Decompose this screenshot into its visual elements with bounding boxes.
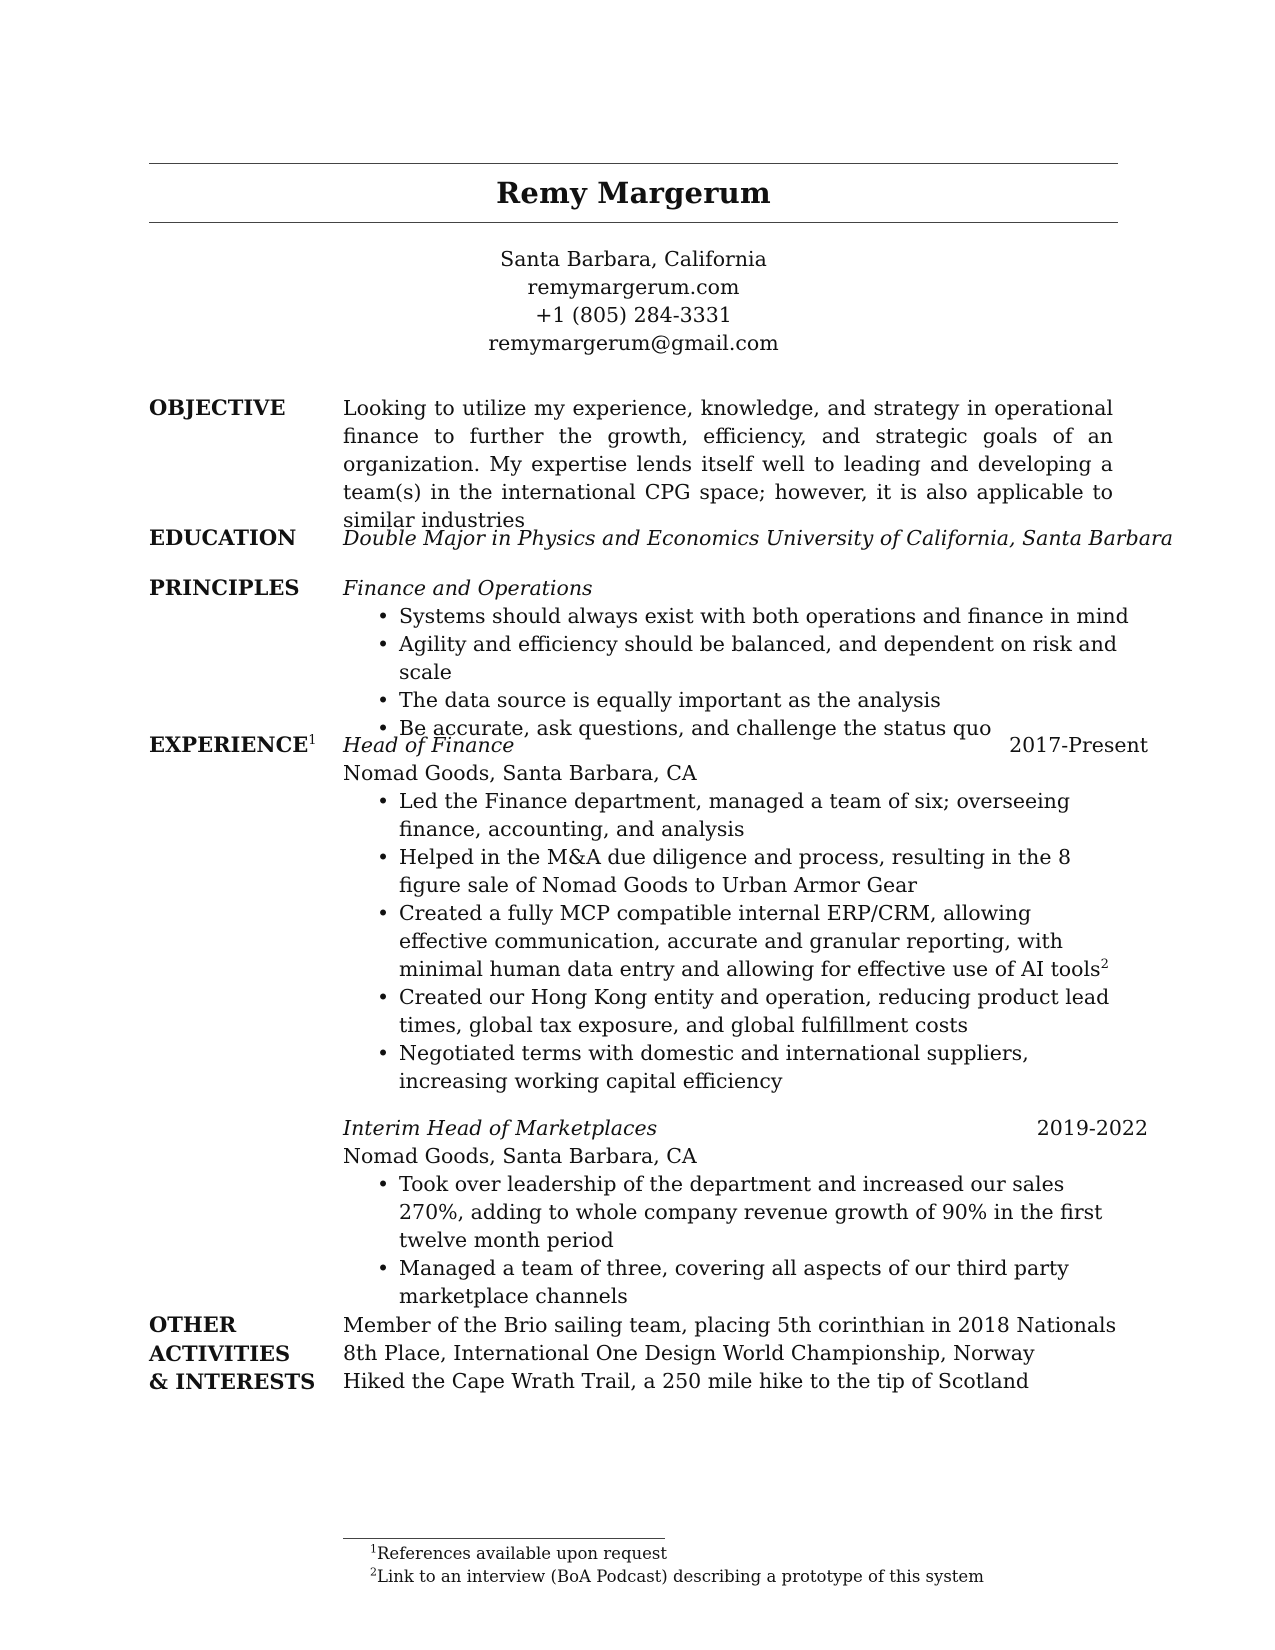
- job-bullets: [343, 1170, 1113, 1310]
- section-label-other: [149, 1311, 315, 1397]
- footnote: [370, 1565, 984, 1588]
- list-item: • The data source is equally important as the analysis: [343, 686, 1148, 714]
- list-item: • Helped in the M&A due diligence and process, resulting in the 8 figure sale of Nomad Goods to Urban Armor Gear: [343, 843, 1113, 899]
- footnote-mark: 2: [370, 1565, 377, 1579]
- resume-name: Remy Margerum: [496, 176, 771, 210]
- list-item: • Led the Finance department, managed a team of six; overseeing finance, accounting, and analysis: [343, 787, 1113, 843]
- job-title: Head of Finance: [343, 733, 515, 757]
- label-line: ACTIVITIES: [149, 1340, 291, 1366]
- list-item: • Systems should always exist with both operations and finance in mind: [343, 602, 1148, 630]
- label-line: & INTERESTS: [149, 1369, 316, 1394]
- footnote-marker: 1: [308, 733, 317, 748]
- header-top-rule: [149, 163, 1118, 164]
- list-item: Hiked the Cape Wrath Trail, a 250 mile hike to the tip of Scotland: [343, 1369, 1030, 1393]
- list-item: • Managed a team of three, covering all aspects of our third party marketplace channels: [343, 1254, 1113, 1310]
- objective-text: [343, 394, 1113, 534]
- job-header: [343, 1114, 1148, 1142]
- education-content: [343, 524, 1173, 552]
- contact-phone: +1 (805) 284-3331: [535, 303, 732, 327]
- principles-subtitle: Finance and Operations: [343, 576, 593, 600]
- list-item: [343, 899, 1113, 983]
- job-company: Nomad Goods, Santa Barbara, CA: [343, 1144, 697, 1168]
- job-title: Interim Head of Marketplaces: [343, 1116, 658, 1140]
- experience-content: [343, 731, 1148, 1310]
- list-item-text: Created a fully MCP compatible internal ERP/CRM, allowing effective communication, accurate and granular reporting, with minimal human data entry and allowing for effective use of AI tools: [399, 901, 1101, 981]
- list-item: • Took over leadership of the department and increased our sales 270%, adding to whole company revenue growth of 90% in the first twelve month period: [343, 1170, 1113, 1254]
- job-header: [343, 731, 1148, 759]
- job-company: Nomad Goods, Santa Barbara, CA: [343, 761, 697, 785]
- footnotes: [370, 1542, 984, 1588]
- job-dates: 2017-Present: [1009, 733, 1148, 757]
- list-item: • Created our Hong Kong entity and operation, reducing product lead times, global tax exposure, and global fulfillment costs: [343, 983, 1113, 1039]
- principles-content: [343, 574, 1148, 742]
- list-item: Member of the Brio sailing team, placing 5th corinthian in 2018 Nationals: [343, 1313, 1117, 1337]
- label-line: OTHER: [149, 1312, 237, 1337]
- education-text: Double Major in Physics and Economics University of California, Santa Barbara: [343, 526, 1173, 550]
- list-item: 8th Place, International One Design World Championship, Norway: [343, 1341, 1035, 1365]
- section-label-principles: PRINCIPLES: [149, 575, 300, 600]
- footnote-mark: 1: [370, 1542, 377, 1556]
- header-bottom-rule: [149, 222, 1118, 223]
- contact-block: [149, 245, 1118, 357]
- contact-email[interactable]: remymargerum@gmail.com: [488, 331, 779, 355]
- contact-website[interactable]: remymargerum.com: [527, 275, 740, 299]
- footnote: [370, 1542, 984, 1565]
- job-bullets: [343, 787, 1113, 1095]
- job-dates: 2019-2022: [1036, 1116, 1148, 1140]
- objective-paragraph: Looking to utilize my experience, knowledge, and strategy in operational finance to further the growth, efficiency, and strategic goals of an organization. My expertise lends itself well to leading and developing a team(s) in the international CPG space; however, it is also applicable to similar industries: [343, 396, 1113, 532]
- section-label-objective: OBJECTIVE: [149, 395, 286, 420]
- section-label-education: EDUCATION: [149, 525, 297, 550]
- other-content: [343, 1311, 1148, 1395]
- contact-location: Santa Barbara, California: [500, 247, 767, 271]
- section-label-experience: [149, 731, 317, 760]
- list-item: • Be accurate, ask questions, and challenge the status quo: [343, 714, 1148, 742]
- footnote-rule: [343, 1538, 665, 1539]
- list-item: • Negotiated terms with domestic and international suppliers, increasing working capital efficiency: [343, 1039, 1113, 1095]
- footnote-marker: 2: [1100, 957, 1109, 973]
- footnote-text: References available upon request: [377, 1544, 667, 1563]
- footnote-text: Link to an interview (BoA Podcast) describing a prototype of this system: [377, 1567, 984, 1586]
- experience-label-text: EXPERIENCE: [149, 732, 309, 757]
- principles-list: [343, 602, 1148, 742]
- list-item: • Agility and efficiency should be balanced, and dependent on risk and scale: [343, 630, 1148, 686]
